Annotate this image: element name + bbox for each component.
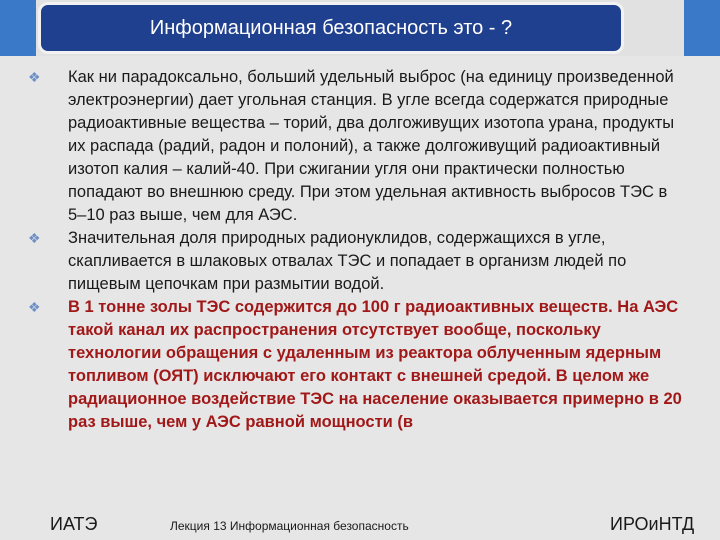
bullet-text: Значительная доля природных радионуклидов, содержащихся в угле, скапливается в шлаковых отвалах ТЭС и попадает в организм людей по пищевым цепочкам при размытии водой. [68, 229, 627, 293]
bullet-item [28, 227, 688, 296]
diamond-bullet-icon: ❖ [28, 230, 41, 246]
right-accent-stripe [684, 0, 720, 56]
bullet-text: Как ни парадоксально, больший удельный выброс (на единицу произведенной электроэнергии) дает угольная станция. В угле всегда содержатся природные радиоактивные вещества – торий, два долгоживущих изотопа урана, продукты их распада (радий, радон и полоний), а также долгоживущий радиоактивный изотоп калия – калий-40. При сжигании угля они практически полностью попадают во внешнюю среду. При этом удельная активность выбросов ТЭС в 5–10 раз выше, чем для АЭС. [68, 68, 675, 224]
slide-title-box [38, 2, 624, 54]
diamond-bullet-icon: ❖ [28, 69, 41, 85]
footer-center-text: Лекция 13 Информационная безопасность [170, 519, 409, 533]
slide-title: Информационная безопасность это - ? [149, 16, 513, 39]
bullet-item [28, 66, 688, 227]
diamond-bullet-icon: ❖ [28, 299, 41, 315]
footer-right-text: ИРОиНТД [610, 514, 695, 534]
left-accent-stripe [0, 0, 36, 56]
bullet-item [28, 296, 688, 434]
slide-footer [0, 508, 720, 540]
slide-content [28, 66, 688, 434]
footer-left-text: ИАТЭ [50, 514, 98, 534]
bullet-text-emphasis: В 1 тонне золы ТЭС содержится до 100 г радиоактивных веществ. На АЭС такой канал их распространения отсутствует вообще, поскольку технологии обращения с удаленным из реактора облученным ядерным топливом (ОЯТ) исключают его контакт с внешней средой. В целом же радиационное воздействие ТЭС на население оказывается примерно в 20 раз выше, чем у АЭС равной мощности (в [68, 298, 682, 431]
